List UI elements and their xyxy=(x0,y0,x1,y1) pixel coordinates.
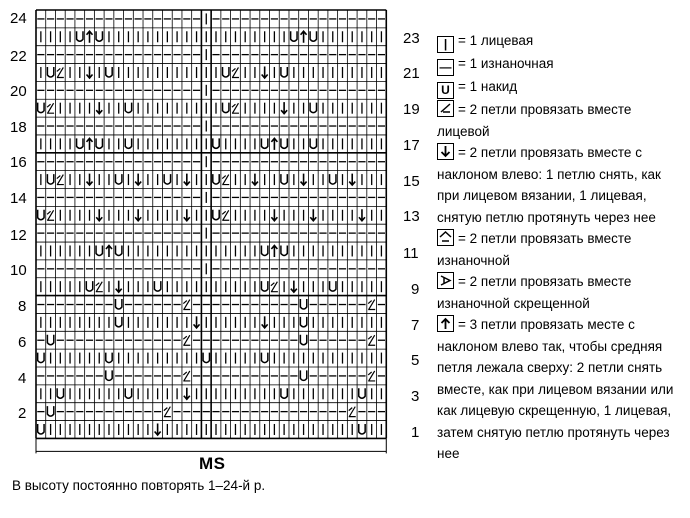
yarn-over-symbol xyxy=(77,31,83,41)
row-number-right: 23 xyxy=(403,30,420,47)
yarn-over-symbol xyxy=(47,406,53,416)
yarn-over-symbol xyxy=(116,245,122,255)
ssk-symbol xyxy=(271,209,277,221)
cdd-symbol xyxy=(271,245,277,257)
ssk-symbol xyxy=(291,281,297,293)
yarn-over-symbol xyxy=(310,138,316,148)
ssk-symbol xyxy=(194,316,200,328)
yarn-over-symbol xyxy=(154,281,160,291)
legend-text: = 2 петли провязать вместе с наклоном влево: 1 петлю снять, как при лицевом вязании, 1 лицевая, снятую петлю протянуть через нее xyxy=(437,145,661,225)
row-number-right: 17 xyxy=(403,137,420,154)
decrease-symbol xyxy=(183,371,190,381)
row-number-left: 14 xyxy=(10,190,27,207)
row-number-left: 8 xyxy=(18,298,27,315)
legend-item-p2tog-tbl xyxy=(437,271,687,314)
row-number-left: 20 xyxy=(10,83,27,100)
ssk-symbol xyxy=(87,66,93,78)
row-number-left: 18 xyxy=(10,119,27,136)
decrease-symbol xyxy=(222,210,229,220)
cdd-symbol xyxy=(87,31,93,43)
ssk-symbol xyxy=(135,174,141,186)
yarn-over-symbol xyxy=(281,388,287,398)
yarn-over-symbol xyxy=(300,335,306,345)
decrease-symbol xyxy=(96,282,103,292)
decrease-symbol xyxy=(164,407,171,417)
knit-icon: | xyxy=(437,36,454,53)
yarn-over-symbol xyxy=(300,370,306,380)
ssk-symbol xyxy=(96,102,102,114)
yarn-over-symbol xyxy=(330,174,336,184)
row-number-right: 11 xyxy=(403,245,419,262)
decrease-symbol xyxy=(368,300,375,310)
yarn-over-symbol xyxy=(116,317,122,327)
p2tog-tbl-icon xyxy=(437,272,454,289)
ssk-symbol xyxy=(116,281,122,293)
yarn-over-symbol xyxy=(125,138,131,148)
legend-item-cdd xyxy=(437,314,687,465)
ssk-symbol xyxy=(252,174,258,186)
ssk-symbol xyxy=(281,102,287,114)
ssk-symbol xyxy=(310,209,316,221)
yarn-over-symbol xyxy=(310,103,316,113)
yarn-over-symbol xyxy=(125,103,131,113)
row-number-left: 6 xyxy=(18,334,27,351)
yarn-over-symbol xyxy=(213,210,219,220)
legend-text: = 1 изнаночная xyxy=(458,56,554,71)
yarn-over-symbol xyxy=(261,138,267,148)
yarn-over-symbol xyxy=(106,370,112,380)
cdd-symbol xyxy=(301,31,307,43)
yarn-over-symbol xyxy=(310,31,316,41)
ssk-symbol xyxy=(87,174,93,186)
yarn-over-symbol xyxy=(57,388,63,398)
yarn-over-symbol xyxy=(164,174,170,184)
purl-icon: — xyxy=(437,59,454,76)
yarn-over-symbol xyxy=(281,67,287,77)
legend-item-purl xyxy=(437,53,687,76)
row-number-left: 16 xyxy=(10,154,27,171)
decrease-symbol xyxy=(57,175,64,185)
decrease-symbol xyxy=(47,210,54,220)
yarn-over-symbol xyxy=(116,299,122,309)
yarn-over-symbol xyxy=(96,31,102,41)
legend-text: = 2 петли провязать вместе изнаночной xyxy=(437,231,632,268)
legend-item-yarn-over xyxy=(437,76,687,99)
yarn-over-symbol xyxy=(86,281,92,291)
ssk-symbol xyxy=(135,209,141,221)
cdd-icon xyxy=(437,315,454,332)
ssk-symbol xyxy=(184,209,190,221)
legend-text: = 1 накид xyxy=(458,79,518,94)
yarn-over-symbol xyxy=(47,335,53,345)
yarn-over-symbol xyxy=(47,174,53,184)
yarn-over-symbol xyxy=(38,424,44,434)
legend-item-p2tog xyxy=(437,228,687,271)
ssk-icon xyxy=(437,143,454,160)
yarn-over-symbol xyxy=(38,103,44,113)
yarn-over-symbol xyxy=(281,245,287,255)
decrease-symbol xyxy=(222,175,229,185)
decrease-symbol xyxy=(368,335,375,345)
row-number-left: 12 xyxy=(10,227,27,244)
ssk-symbol xyxy=(262,66,268,78)
ssk-symbol xyxy=(96,209,102,221)
yarn-over-symbol xyxy=(116,174,122,184)
cdd-symbol xyxy=(271,138,277,150)
decrease-symbol xyxy=(271,282,278,292)
yarn-over-symbol xyxy=(261,353,267,363)
ssk-symbol xyxy=(155,423,161,435)
repeat-label: MS xyxy=(195,454,230,474)
yarn-over-symbol xyxy=(359,424,365,434)
row-number-right: 9 xyxy=(411,281,420,298)
yarn-over-symbol xyxy=(281,138,287,148)
decrease-symbol xyxy=(232,103,239,113)
yarn-over-symbol xyxy=(330,281,336,291)
row-number-right: 21 xyxy=(403,65,420,82)
yarn-over-symbol xyxy=(223,103,229,113)
legend xyxy=(437,30,687,465)
yarn-over-symbol xyxy=(359,388,365,398)
yarn-over-symbol xyxy=(203,353,209,363)
ssk-symbol xyxy=(184,174,190,186)
k2tog-icon xyxy=(437,100,454,117)
decrease-symbol xyxy=(183,300,190,310)
cdd-symbol xyxy=(87,138,93,150)
legend-item-ssk xyxy=(437,142,687,228)
legend-text: = 3 петли провязать месте с наклоном влево так, чтобы средняя петля лежала сверху: 2 петли снять вместе, как при лицевом вязании или как лицевую скрещенную, 1 лицевая, затем снятую петлю протянуть через нее xyxy=(437,317,674,461)
cdd-symbol xyxy=(106,245,112,257)
ssk-symbol xyxy=(301,174,307,186)
row-number-left: 24 xyxy=(10,10,27,27)
yarn-over-symbol xyxy=(300,299,306,309)
yarn-over-symbol xyxy=(261,281,267,291)
row-number-right: 19 xyxy=(403,101,420,118)
legend-text: = 1 лицевая xyxy=(458,33,534,48)
yarn-over-symbol xyxy=(125,388,131,398)
ssk-symbol xyxy=(184,388,190,400)
legend-item-knit xyxy=(437,30,687,53)
decrease-symbol xyxy=(57,67,64,77)
row-number-right: 1 xyxy=(411,424,420,441)
row-number-right: 7 xyxy=(411,317,420,334)
row-number-right: 5 xyxy=(411,352,420,369)
yarn-over-symbol xyxy=(47,67,53,77)
ssk-symbol xyxy=(359,209,365,221)
row-number-right: 3 xyxy=(411,388,420,405)
row-number-left: 22 xyxy=(10,48,27,65)
yarn-over-symbol xyxy=(77,138,83,148)
decrease-symbol xyxy=(368,371,375,381)
yarn-over-symbol xyxy=(213,174,219,184)
decrease-symbol xyxy=(47,103,54,113)
legend-item-k2tog xyxy=(437,99,687,142)
yarn-over-symbol xyxy=(106,353,112,363)
legend-text: = 2 петли провязать вместе лицевой xyxy=(437,102,632,139)
yarn-over-symbol xyxy=(281,174,287,184)
decrease-symbol xyxy=(349,407,356,417)
yarn-over-symbol xyxy=(106,67,112,77)
row-number-right: 15 xyxy=(403,173,420,190)
yarn-over-icon: U xyxy=(437,82,454,99)
decrease-symbol xyxy=(232,67,239,77)
ssk-symbol xyxy=(262,316,268,328)
row-number-left: 10 xyxy=(10,262,27,279)
row-number-right: 13 xyxy=(403,208,420,225)
decrease-symbol xyxy=(183,335,190,345)
row-number-left: 2 xyxy=(18,405,27,422)
yarn-over-symbol xyxy=(213,138,219,148)
yarn-over-symbol xyxy=(38,210,44,220)
yarn-over-symbol xyxy=(300,317,306,327)
p2tog-icon xyxy=(437,229,454,246)
yarn-over-symbol xyxy=(96,138,102,148)
yarn-over-symbol xyxy=(261,245,267,255)
yarn-over-symbol xyxy=(291,31,297,41)
yarn-over-symbol xyxy=(96,245,102,255)
yarn-over-symbol xyxy=(38,353,44,363)
legend-text: = 2 петли провязать вместе изнаночной скрещенной xyxy=(437,274,632,311)
row-number-left: 4 xyxy=(18,370,27,387)
yarn-over-symbol xyxy=(223,67,229,77)
repeat-note: В высоту постоянно повторять 1–24-й р. xyxy=(12,478,266,493)
ssk-symbol xyxy=(349,174,355,186)
